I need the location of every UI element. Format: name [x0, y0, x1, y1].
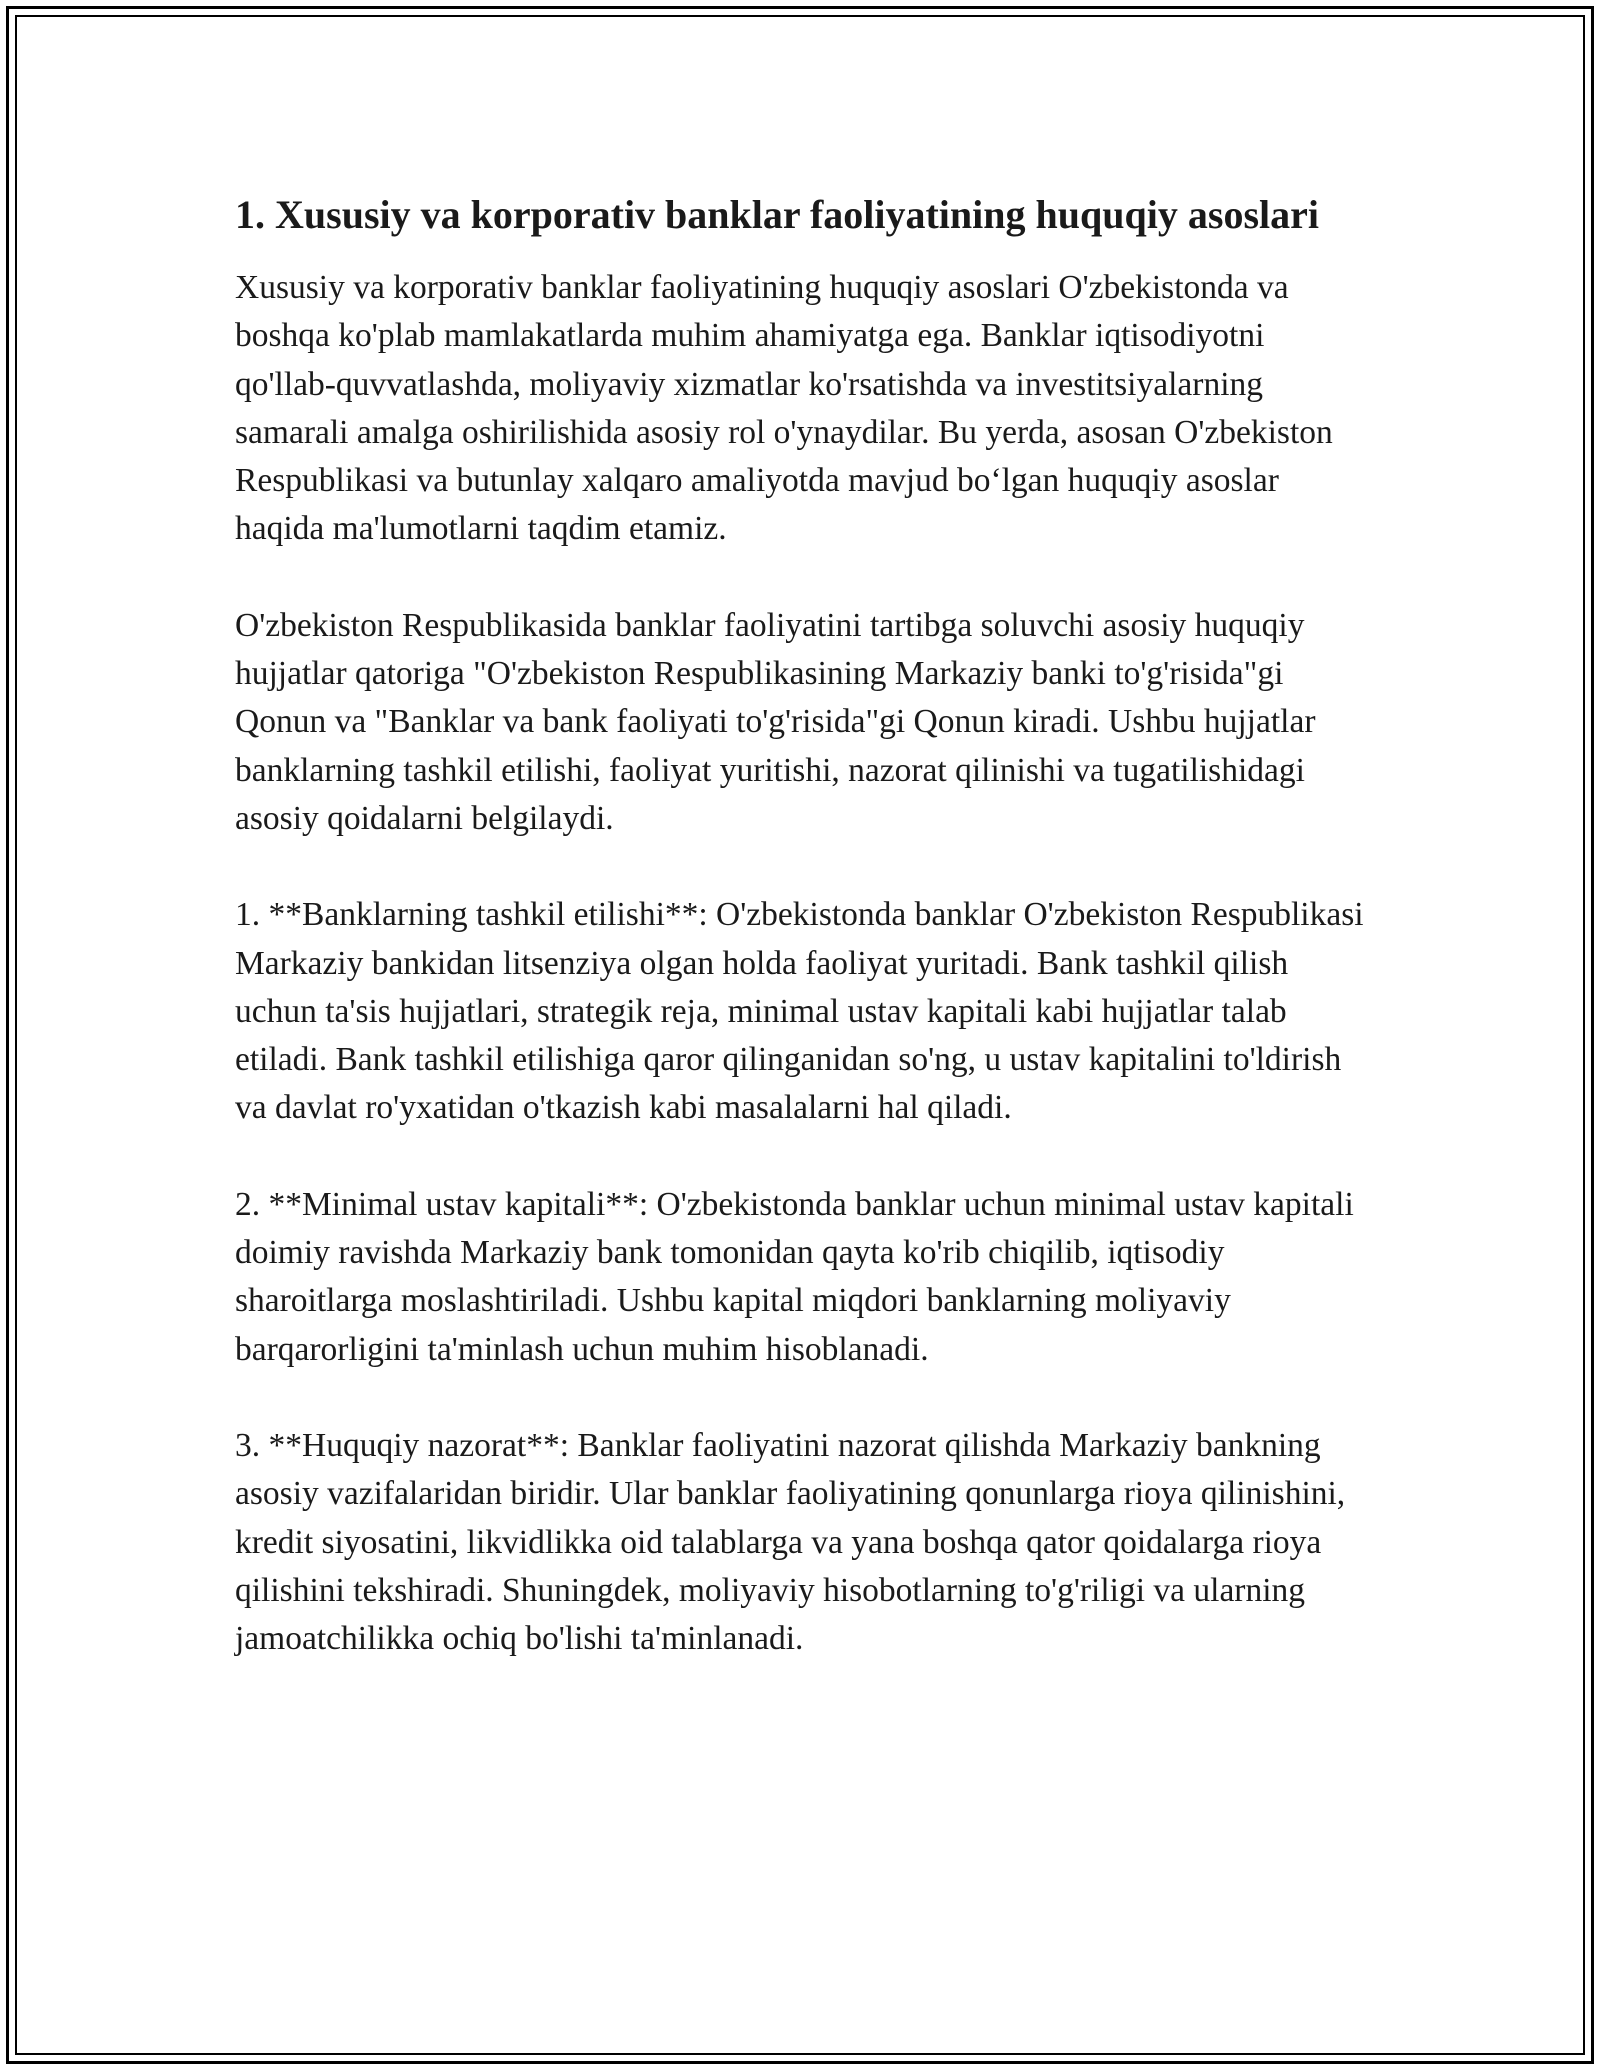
paragraph-bank-establishment: 1. **Banklarning tashkil etilishi**: O'zbekistonda banklar O'zbekiston Respublikasi Markaziy bankidan litsenziya olgan holda faoliyat yuritadi. Bank tashkil qilish uchun ta'sis hujjatlari, strategik reja, minimal ustav kapitali kabi hujjatlar talab etiladi. Bank tashkil etilishiga qaror qilinganidan so'ng, u ustav kapitalini to'ldirish va davlat ro'yxatidan o'tkazish kabi masalalarni hal qiladi. — [235, 896, 1364, 1127]
paragraph-minimal-capital: 2. **Minimal ustav kapitali**: O'zbekistonda banklar uchun minimal ustav kapitali doimiy ravishda Markaziy bank tomonidan qayta ko'rib chiqilib, iqtisodiy sharoitlarga moslashtiriladi. Ushbu kapital miqdori banklarning moliyaviy barqarorligini ta'minlash uchun muhim hisoblanadi. — [235, 1185, 1354, 1368]
paragraph-intro: Xususiy va korporativ banklar faoliyatining huquqiy asoslari O'zbekistonda va boshqa ko'plab mamlakatlarda muhim ahamiyatga ega. Banklar iqtisodiyotni qo'llab-quvvatlashda, moliyaviy xizmatlar ko'rsatishda va investitsiyalarning samarali amalga oshirilishida asosiy rol o'ynaydilar. Bu yerda, asosan O'zbekiston Respublikasi va butunlay xalqaro amaliyotda mavjud bo‘lgan huquqiy asoslar haqida ma'lumotlarni taqdim etamiz. — [235, 269, 1333, 548]
paragraph-legal-supervision: 3. **Huquqiy nazorat**: Banklar faoliyatini nazorat qilishda Markaziy bankning asosiy vazifalaridan biridir. Ular banklar faoliyatining qonunlarga rioya qilinishini, kredit siyosatini, likvidlikka oid talablarga va yana boshqa qator qoidalarga rioya qilishini tekshiradi. Shuningdek, moliyaviy hisobotlarning to'g'riligi va ularning jamoatchilikka ochiq bo'lishi ta'minlanadi. — [235, 1426, 1346, 1658]
document-title: 1. Xususiy va korporativ banklar faoliyatining huquqiy asoslari — [235, 192, 1319, 237]
paragraph-legal-acts: O'zbekiston Respublikasida banklar faoliyatini tartibga soluvchi asosiy huquqiy hujjatlar qatoriga "O'zbekiston Respublikasining Markaziy banki to'g'risida"gi Qonun va "Banklar va bank faoliyati to'g'risida"gi Qonun kiradi. Ushbu hujjatlar banklarning tashkil etilishi, faoliyat yuritishi, nazorat qilinishi va tugatilishidagi asosiy qoidalarni belgilaydi. — [235, 606, 1316, 837]
document-body — [235, 188, 1365, 1711]
